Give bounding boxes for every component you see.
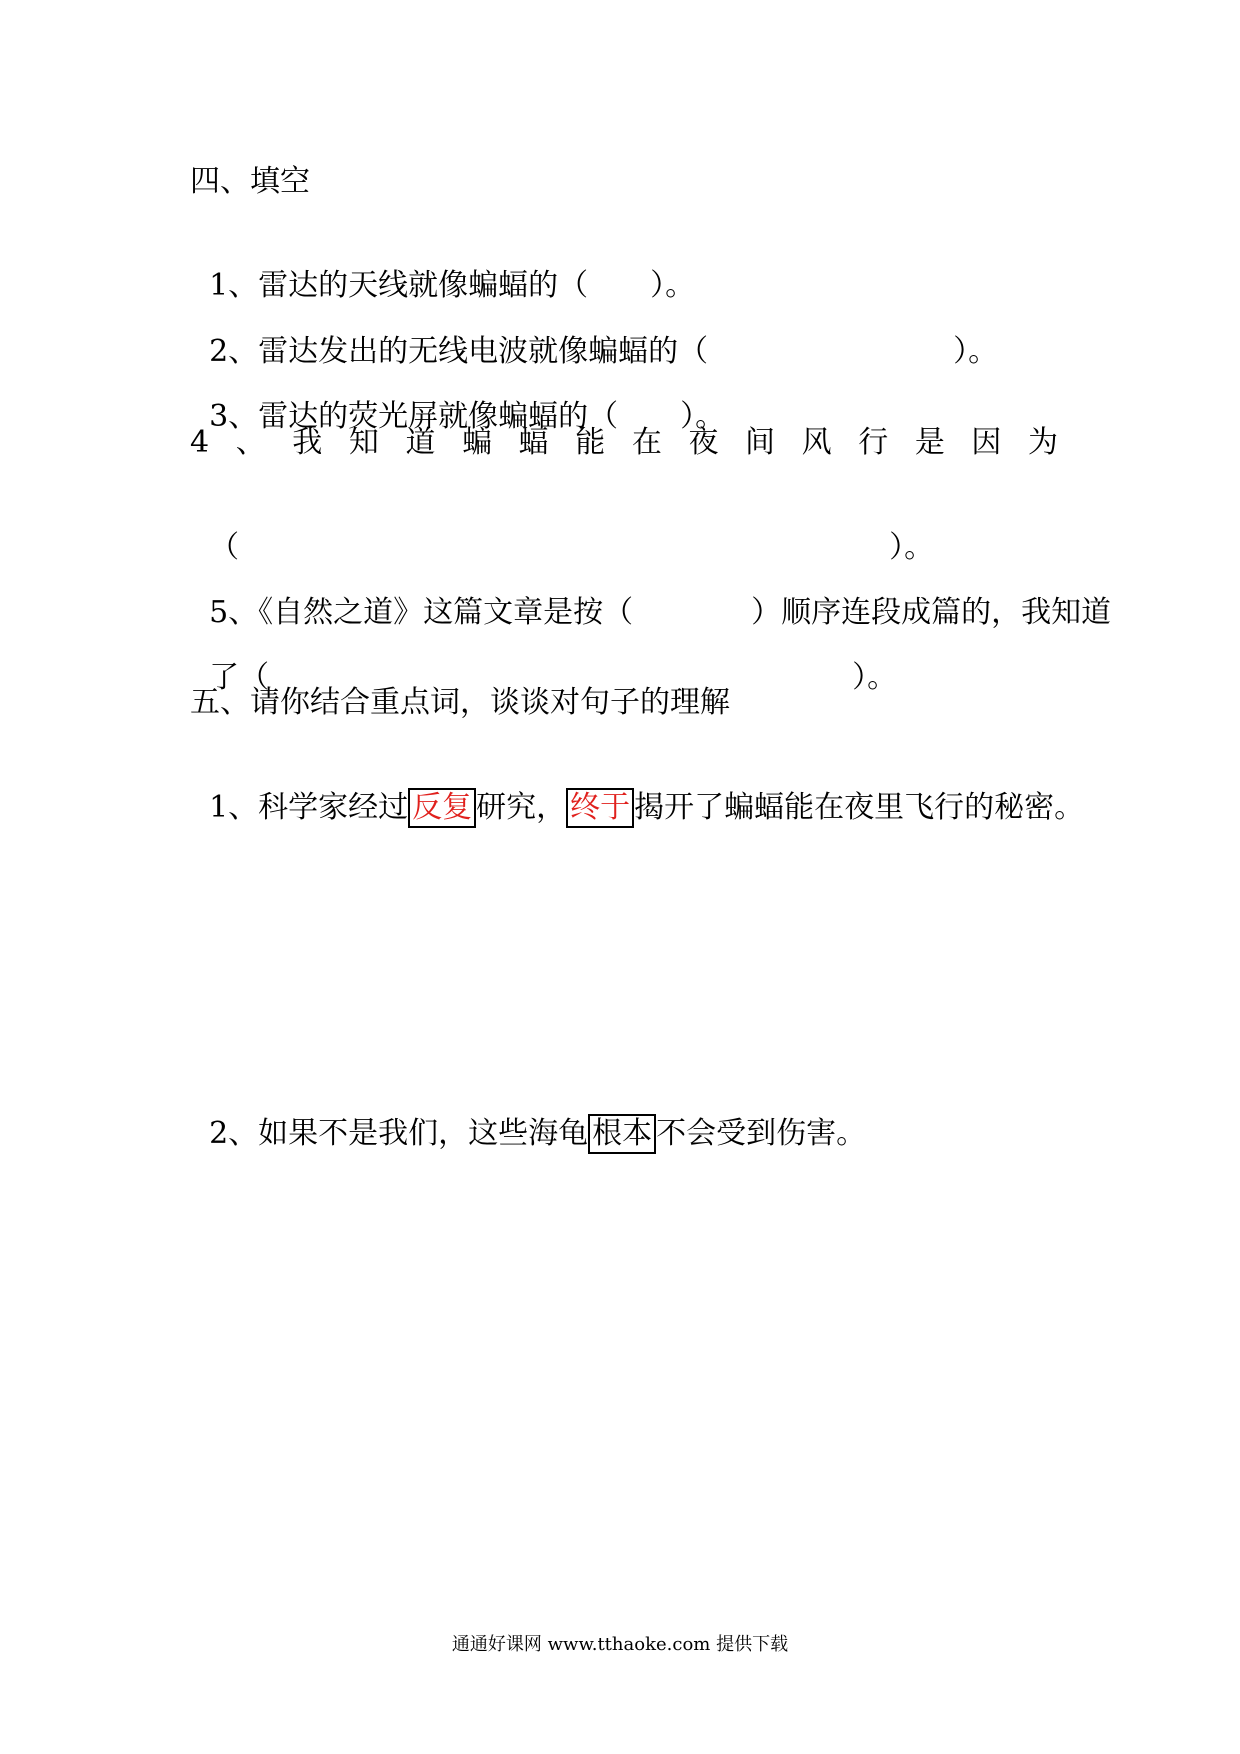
q4-char: 知 [348, 425, 379, 460]
q4-char: 因 [971, 425, 1002, 460]
question-1-text: 1、雷达的天线就像蝙蝠的（ [209, 268, 589, 303]
question-3-close: ）。 [680, 399, 726, 434]
question-4 [190, 423, 1058, 463]
sentence-1-part1: 1、科学家经过 [209, 790, 409, 825]
q4-char: 在 [631, 425, 662, 460]
q4-char: 4 [190, 425, 210, 460]
q4-char: 道 [405, 425, 436, 460]
q4-char: 夜 [688, 425, 719, 460]
q4-char: 能 [575, 425, 606, 460]
q4-char: 我 [292, 425, 323, 460]
question-5-line2-open: 了（ [209, 660, 270, 695]
sentence-2-part2: 不会受到伤害。 [656, 1116, 867, 1151]
sentence-1-part2: 研究， [476, 790, 567, 825]
question-3-text: 3、雷达的荧光屏就像蝙蝠的（ [209, 399, 619, 434]
key-word-zhongyu: 终于 [566, 788, 634, 828]
question-2-close: ）。 [953, 334, 999, 369]
q4-char: 蝙 [462, 425, 493, 460]
sentence-2-part1: 2、如果不是我们，这些海龟 [209, 1116, 589, 1151]
sentence-1 [190, 748, 1084, 828]
key-word-fanfu: 反复 [408, 788, 476, 828]
q4-char: 行 [858, 425, 889, 460]
q4-char: 是 [914, 425, 945, 460]
question-5-line2-close: ）。 [852, 660, 898, 695]
sentence-2 [190, 1074, 866, 1154]
question-5-middle: ）顺序连段成篇的，我知道 [751, 595, 1112, 630]
q4-char: 为 [1028, 425, 1058, 460]
question-5-text: 5、《自然之道》这篇文章是按（ [209, 595, 634, 630]
question-1-close: ）。 [650, 268, 696, 303]
footer-text: 通通好课网 www.tthaoke.com 提供下载 [451, 1634, 789, 1655]
section-5-title: 五、请你结合重点词，谈谈对句子的理解 [190, 685, 730, 720]
q4-char: 、 [235, 425, 266, 460]
question-2-text: 2、雷达发出的无线电波就像蝙蝠的（ [209, 334, 709, 369]
key-word-genben: 根本 [588, 1114, 656, 1154]
q4-char: 蝠 [518, 425, 549, 460]
question-4-open: （ [209, 530, 240, 565]
q4-char: 间 [745, 425, 776, 460]
q4-char: 风 [801, 425, 832, 460]
sentence-1-part3: 揭开了蝙蝠能在夜里飞行的秘密。 [634, 790, 1085, 825]
question-4-close: ）。 [889, 530, 935, 565]
section-4-title: 四、填空 [190, 164, 310, 199]
